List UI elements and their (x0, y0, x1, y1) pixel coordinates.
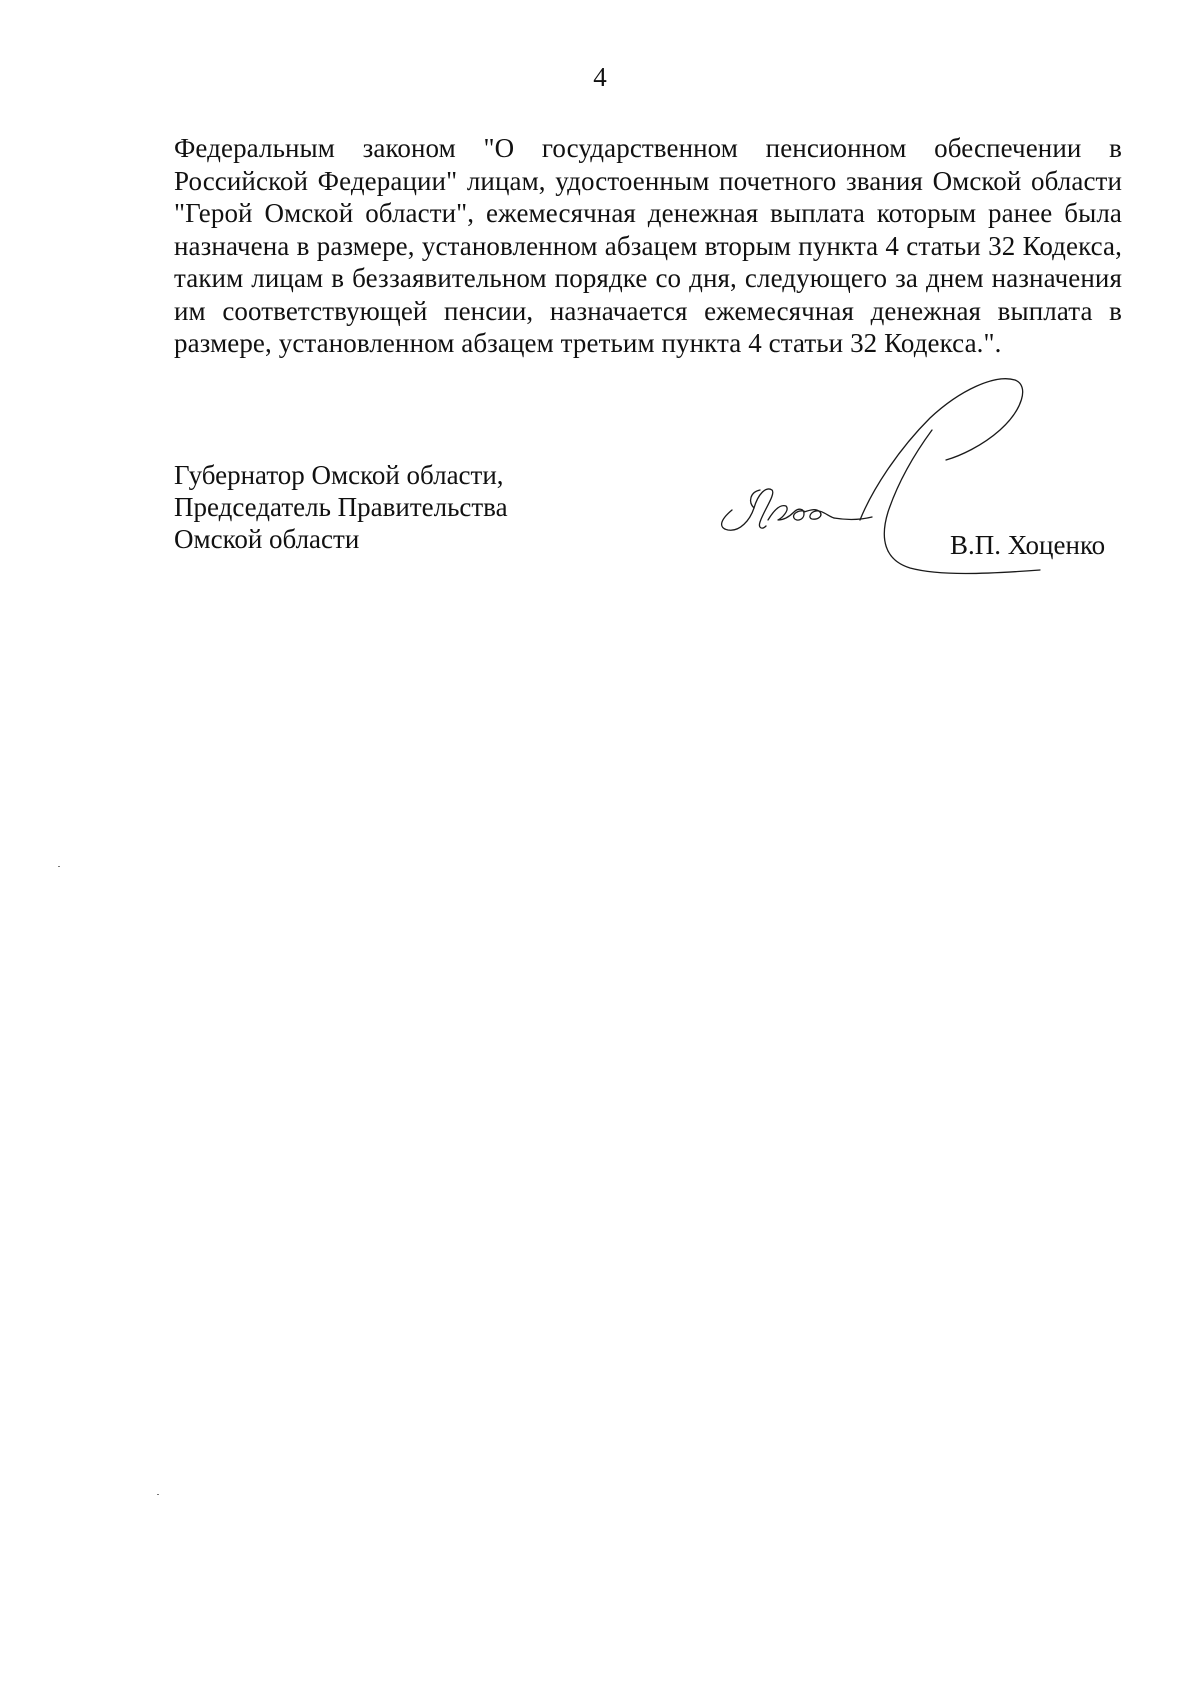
signatory-title-line-2: Председатель Правительства (174, 492, 508, 522)
signatory-name: В.П. Хоценко (950, 530, 1106, 560)
scan-speck (157, 1494, 159, 1495)
scan-speck (58, 866, 60, 867)
page-number: 4 (593, 62, 607, 92)
signatory-title-line-3: Омской области (174, 524, 360, 554)
signatory-title-line-1: Губернатор Омской области, (174, 460, 504, 490)
handwritten-signature-icon (710, 370, 1130, 610)
body-paragraph: Федеральным законом "О государственном пенсионном обеспечении в Российской Федерации" лицам, удостоенным почетного звания Омской области "Герой Омской области", ежемесячная денежная выплата которым ранее была назначена в размере, установленном абзацем вторым пункта 4 статьи 32 Кодекса, таким лицам в беззаявительном порядке со дня, следующего за днем назначения им соответствующей пенсии, назначается ежемесячная денежная выплата в размере, установленном абзацем третьим пункта 4 статьи 32 Кодекса.". (174, 133, 1122, 358)
signatory-title (174, 459, 594, 555)
